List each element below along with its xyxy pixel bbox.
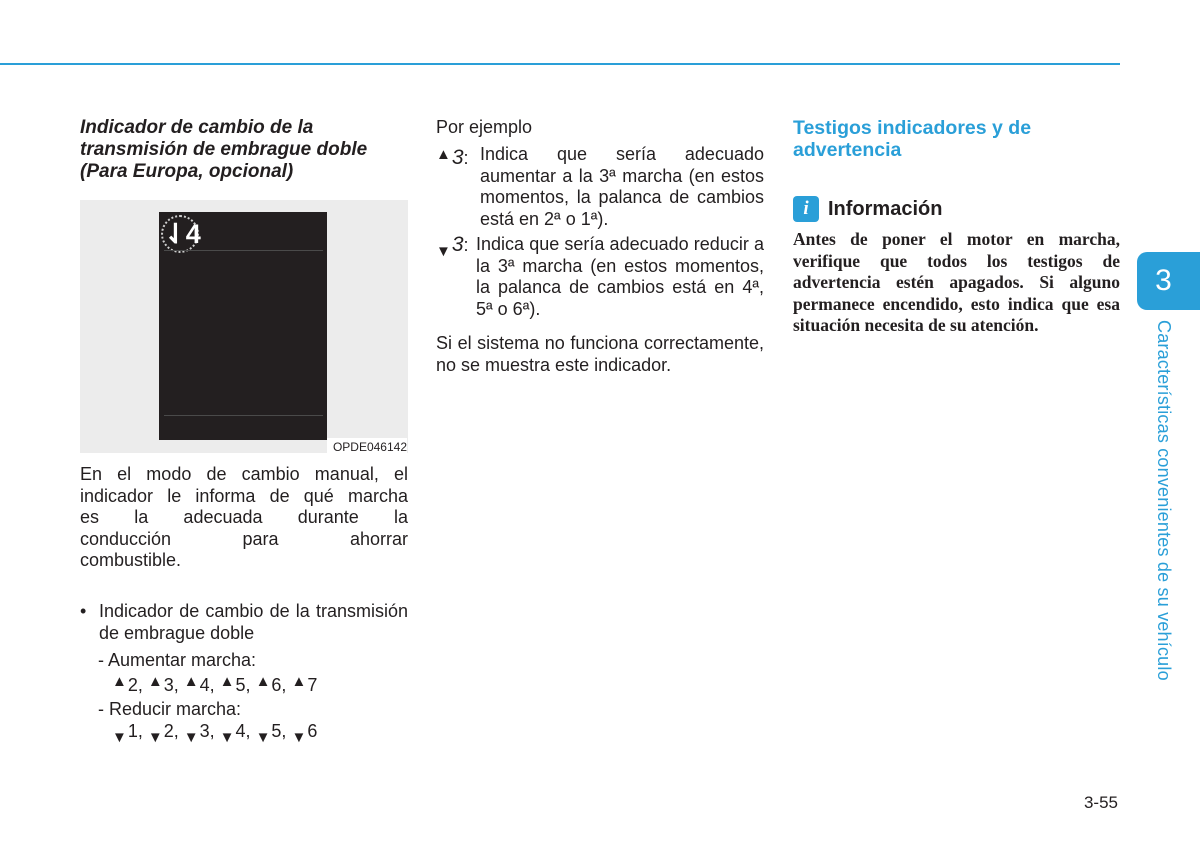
- screen-divider: [164, 250, 323, 251]
- chapter-tab: 3: [1137, 252, 1200, 310]
- upshift-symbol: [436, 144, 469, 170]
- example-label: Por ejemplo: [436, 117, 533, 137]
- cluster-screen: [159, 212, 327, 440]
- figure-cluster-display: [80, 200, 408, 453]
- gear-label: 3,: [199, 721, 215, 741]
- paragraph-line: combustible.: [80, 550, 182, 570]
- triangle-up-icon: ▲: [219, 673, 235, 690]
- chapter-title-vertical: [1152, 320, 1176, 680]
- gear-number: 3: [451, 233, 464, 256]
- info-icon: i: [793, 196, 819, 222]
- upshift-gear-list: [112, 671, 317, 696]
- chapter-title: Características convenientes de su vehículo: [1154, 320, 1174, 681]
- left-column: [80, 117, 408, 183]
- upshift-example: [436, 144, 764, 230]
- upshift-label: - Aumentar marcha:: [98, 650, 257, 670]
- header-rule: [0, 63, 1120, 65]
- intro-paragraph: [80, 464, 408, 572]
- downshift-label: - Reducir marcha:: [98, 699, 242, 719]
- gear-label: 5,: [271, 721, 287, 741]
- gear-number: 3: [451, 146, 464, 169]
- info-text: Antes de poner el motor en marcha, verifique que todos los testigos de advertencia estén apagados. Si alguno permanece encendido, esto indica que esa situación necesita de su atención.: [793, 229, 1120, 335]
- triangle-down-icon: ▼: [255, 729, 271, 746]
- paragraph-line: es la adecuada durante la: [80, 507, 408, 527]
- bullet-dot: •: [80, 601, 87, 621]
- gear-label: 4,: [199, 675, 215, 695]
- gear-label: 5,: [235, 675, 251, 695]
- paragraph-line: indicador le informa de qué marcha: [80, 485, 408, 506]
- colon: :: [463, 235, 469, 255]
- triangle-up-icon: ▲: [291, 673, 307, 690]
- triangle-up-icon: ▲: [255, 673, 271, 690]
- paragraph-line: conducción para ahorrar: [80, 528, 408, 549]
- triangle-up-icon: ▲: [112, 673, 127, 690]
- screen-divider: [164, 415, 323, 416]
- gear-label: 3,: [163, 675, 179, 695]
- upshift-description: Indica que sería adecuado aumentar a la 3ª marcha (en estos momentos, la palanca de cambios está en 2ª o 1ª).: [480, 144, 764, 229]
- bullet-item: [80, 601, 408, 644]
- section-title: Testigos indicadores y de advertencia: [793, 117, 1032, 161]
- triangle-down-icon: ▼: [112, 729, 127, 746]
- bullet-text: Indicador de cambio de la transmisión de embrague doble: [99, 601, 408, 643]
- triangle-down-icon: ▼: [219, 729, 235, 746]
- triangle-down-icon: ▼: [183, 729, 199, 746]
- info-title: Información: [828, 197, 943, 220]
- gear-label: 2,: [127, 675, 143, 695]
- paragraph-line: En el modo de cambio manual, el: [80, 464, 408, 484]
- gear-indicator-text: ⇃4: [164, 219, 200, 249]
- triangle-up-icon: ▲: [147, 673, 163, 690]
- triangle-down-icon: ▼: [291, 729, 307, 746]
- triangle-up-icon: ▲: [183, 673, 199, 690]
- gear-label: 1,: [127, 721, 143, 741]
- triangle-down-icon: ▼: [147, 729, 163, 746]
- info-header: [793, 196, 942, 222]
- page-number: 3-55: [1083, 793, 1118, 812]
- gear-label: 6: [307, 721, 318, 741]
- triangle-down-icon: ▼: [436, 243, 451, 260]
- downshift-example: [436, 234, 764, 320]
- downshift-description: Indica que sería adecuado reducir a la 3ª marcha (en estos momentos, la palanca de cambios está en 4ª, 5ª o 6ª).: [476, 234, 764, 319]
- gear-label: 7: [307, 675, 318, 695]
- gear-label: 2,: [163, 721, 179, 741]
- downshift-gear-list: [112, 720, 317, 749]
- gear-label: 4,: [235, 721, 251, 741]
- section-heading: Indicador de cambio de la transmisión de embrague doble (Para Europa, opcional): [80, 117, 368, 182]
- colon: :: [463, 148, 469, 168]
- malfunction-note: Si el sistema no funciona correctamente, no se muestra este indicador.: [436, 333, 764, 375]
- triangle-up-icon: ▲: [436, 146, 451, 163]
- downshift-symbol: [436, 234, 469, 263]
- figure-code: OPDE046142: [327, 438, 407, 454]
- gear-label: 6,: [271, 675, 287, 695]
